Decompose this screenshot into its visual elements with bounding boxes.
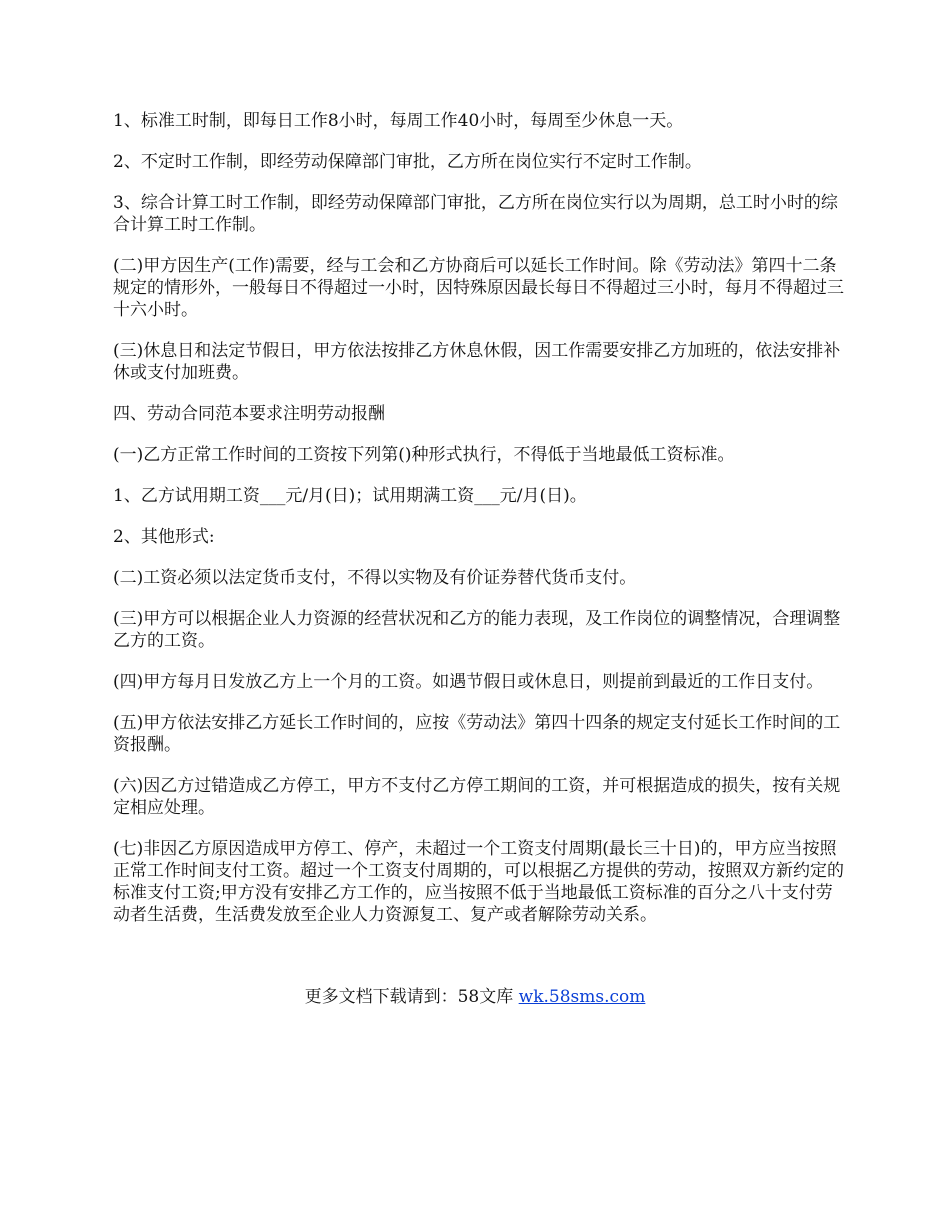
- footer-link[interactable]: wk.58sms.com: [518, 987, 646, 1007]
- footer-prefix: 更多文档下载请到：58文库: [304, 987, 519, 1007]
- paragraph: 1、标准工时制，即每日工作8小时，每周工作40小时，每周至少休息一天。: [113, 111, 684, 131]
- paragraph: (二)甲方因生产(工作)需要，经与工会和乙方协商后可以延长工作时间。除《劳动法》第四十二条规定的情形外，一般每日不得超过一小时，因特殊原因最长每日不得超过三小时，每月不得超过三十六小时。: [113, 256, 844, 320]
- document-body: [113, 110, 848, 945]
- paragraph: (七)非因乙方原因造成甲方停工、停产，未超过一个工资支付周期(最长三十日)的，甲方应当按照正常工作时间支付工资。超过一个工资支付周期的，可以根据乙方提供的劳动，按照双方新约定的标准支付工资;甲方没有安排乙方工作的，应当按照不低于当地最低工资标准的百分之八十支付劳动者生活费，生活费发放至企业人力资源复工、复产或者解除劳动关系。: [113, 839, 844, 925]
- download-footer: [0, 986, 950, 1008]
- paragraph: (三)甲方可以根据企业人力资源的经营状况和乙方的能力表现，及工作岗位的调整情况，合理调整乙方的工资。: [113, 609, 841, 651]
- paragraph: 2、不定时工作制，即经劳动保障部门审批，乙方所在岗位实行不定时工作制。: [113, 152, 702, 172]
- paragraph: (一)乙方正常工作时间的工资按下列第()种形式执行，不得低于当地最低工资标准。: [113, 445, 735, 465]
- section-heading: 四、劳动合同范本要求注明劳动报酬: [113, 404, 385, 424]
- paragraph: 2、其他形式:: [113, 527, 215, 547]
- paragraph: (六)因乙方过错造成乙方停工，甲方不支付乙方停工期间的工资，并可根据造成的损失，按有关规定相应处理。: [113, 776, 841, 818]
- paragraph: (二)工资必须以法定货币支付，不得以实物及有价证券替代货币支付。: [113, 568, 637, 588]
- paragraph: 3、综合计算工时工作制，即经劳动保障部门审批，乙方所在岗位实行以为周期，总工时小时的综合计算工时工作制。: [113, 193, 838, 235]
- paragraph: 1、乙方试用期工资___元/月(日)；试用期满工资___元/月(日)。: [113, 486, 587, 506]
- paragraph: (四)甲方每月日发放乙方上一个月的工资。如遇节假日或休息日，则提前到最近的工作日支付。: [113, 672, 824, 692]
- paragraph: (三)休息日和法定节假日，甲方依法按排乙方休息休假，因工作需要安排乙方加班的，依法安排补休或支付加班费。: [113, 341, 841, 383]
- paragraph: (五)甲方依法安排乙方延长工作时间的，应按《劳动法》第四十四条的规定支付延长工作时间的工资报酬。: [113, 713, 841, 755]
